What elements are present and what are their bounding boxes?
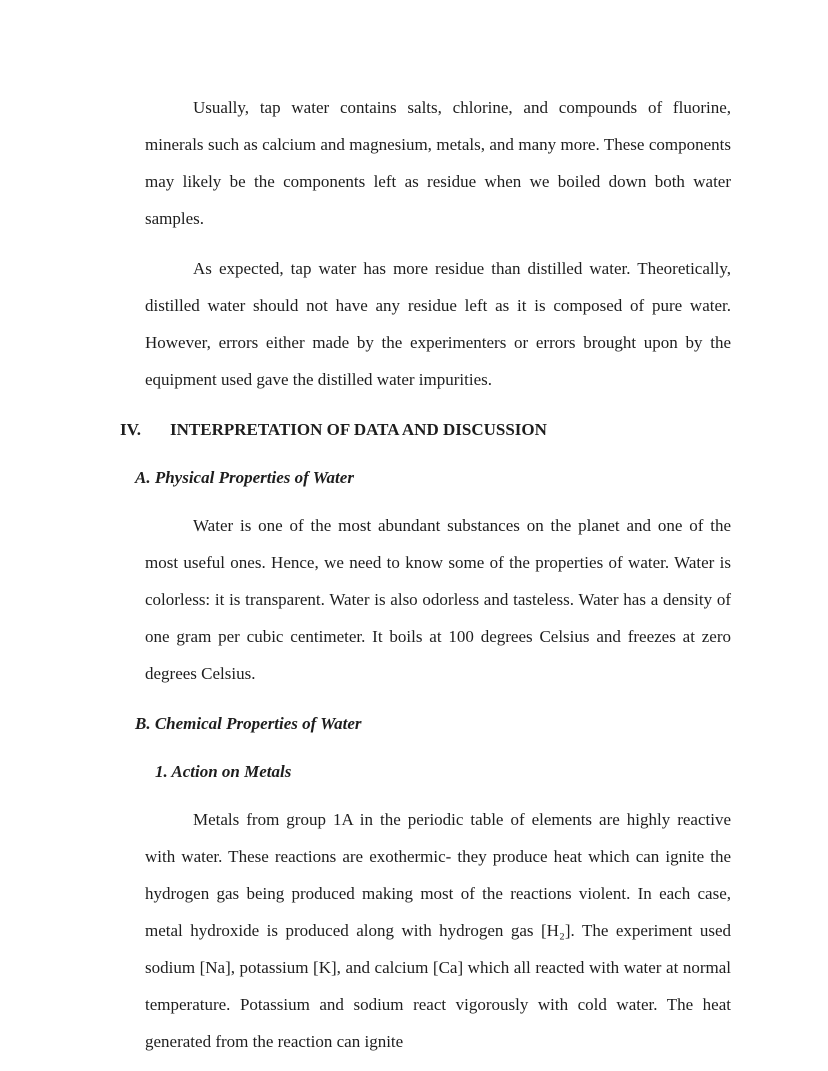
section-heading-title: INTERPRETATION OF DATA AND DISCUSSION: [170, 420, 547, 439]
paragraph-physical-properties: Water is one of the most abundant substances on the planet and one of the most useful ones. Hence, we need to know some of the properties of water. Water is colorless: it is transparent. Water is also odorless and tasteless. Water has a density of one gram per cubic centimeter. It boils at 100 degrees Celsius and freezes at zero degrees Celsius.: [145, 516, 731, 683]
subsection-b1-heading: 1. Action on Metals: [155, 762, 292, 781]
paragraph-tap-vs-distilled: As expected, tap water has more residue than distilled water. Theoretically, distilled water should not have any residue left as it is composed of pure water. However, errors either made by the experimenters or errors brought upon by the equipment used gave the distilled water impurities.: [145, 259, 731, 389]
subsection-b-heading: B. Chemical Properties of Water: [135, 714, 362, 733]
document-body: [120, 89, 731, 1071]
paragraph-residue-components: Usually, tap water contains salts, chlorine, and compounds of fluorine, minerals such as calcium and magnesium, metals, and many more. These components may likely be the components left as residue when we boiled down both water samples.: [145, 98, 731, 228]
section-heading-number: IV.: [120, 420, 141, 439]
section-heading-iv: [120, 411, 731, 448]
subsection-a-heading: A. Physical Properties of Water: [135, 468, 354, 487]
paragraph-action-on-metals: Metals from group 1A in the periodic table of elements are highly reactive with water. These reactions are exothermic- they produce heat which can ignite the hydrogen gas being produced making most of the reactions violent. In each case, metal hydroxide is produced along with hydrogen gas [H₂]. The experiment used sodium [Na], potassium [K], and calcium [Ca] which all reacted with water at normal temperature. Potassium and sodium react vigorously with cold water. The heat generated from the reaction can ignite: [145, 810, 731, 1051]
